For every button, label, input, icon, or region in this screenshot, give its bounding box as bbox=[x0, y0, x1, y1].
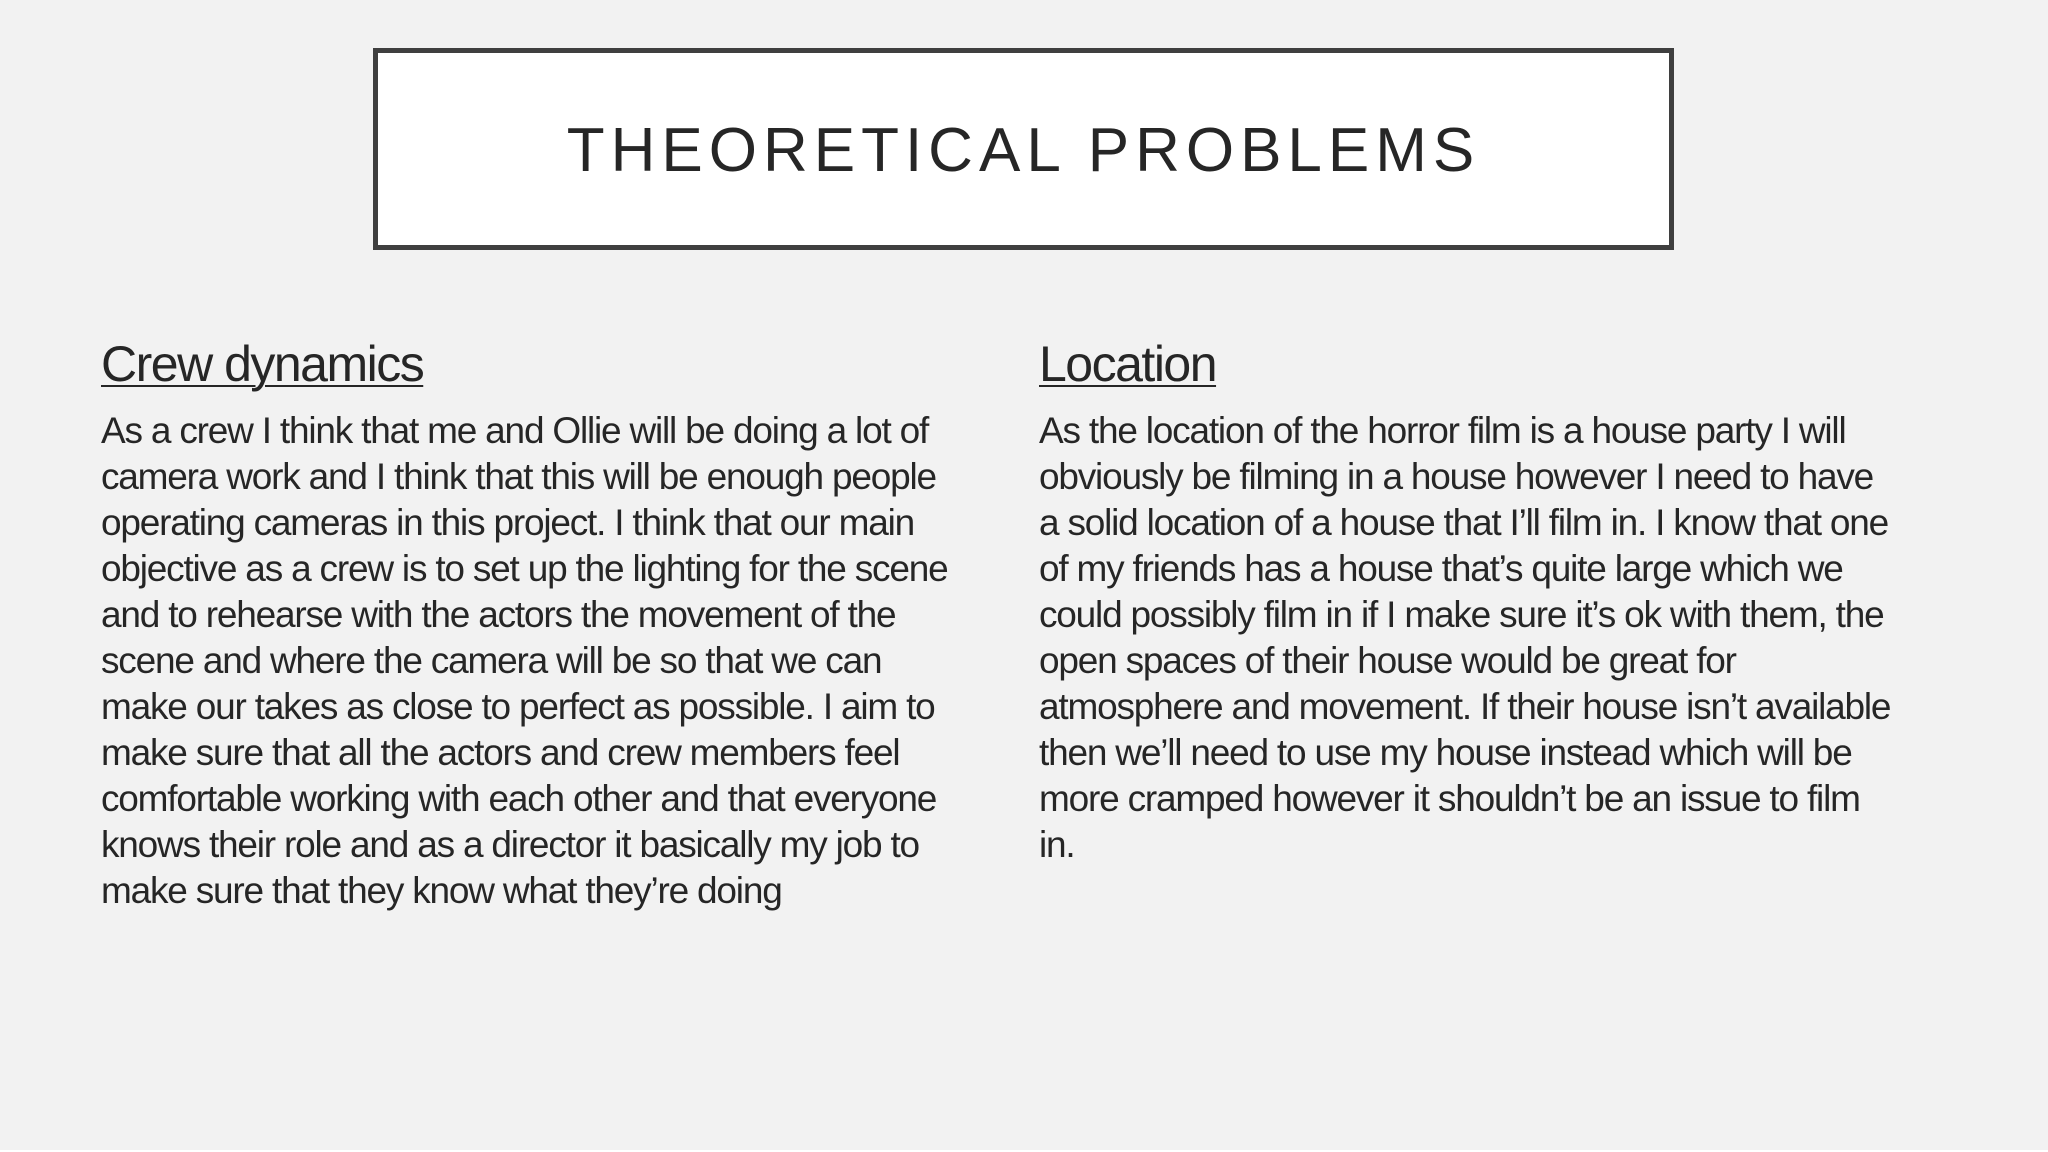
body-line: a solid location of a house that I’ll film in. I know that one bbox=[1039, 502, 1889, 543]
body-line: knows their role and as a director it basically my job to bbox=[101, 824, 919, 865]
body-line: make our takes as close to perfect as possible. I aim to bbox=[101, 686, 935, 727]
body-line: As a crew I think that me and Ollie will be doing a lot of bbox=[101, 410, 929, 451]
slide-title: THEORETICAL PROBLEMS bbox=[566, 115, 1481, 185]
body-line: scene and where the camera will be so that we can bbox=[101, 640, 882, 681]
body-line: then we’ll need to use my house instead which will be bbox=[1039, 732, 1852, 773]
column-heading: Crew dynamics bbox=[101, 336, 424, 392]
body-line: objective as a crew is to set up the lighting for the scene bbox=[101, 548, 948, 589]
body-line: more cramped however it shouldn’t be an issue to film bbox=[1039, 778, 1860, 819]
body-line: open spaces of their house would be great for bbox=[1039, 640, 1736, 681]
body-line: As the location of the horror film is a house party I will bbox=[1039, 410, 1846, 451]
body-line: could possibly film in if I make sure it’s ok with them, the bbox=[1039, 594, 1884, 635]
body-line: atmosphere and movement. If their house isn’t available bbox=[1039, 686, 1891, 727]
body-line: of my friends has a house that’s quite large which we bbox=[1039, 548, 1843, 589]
body-line: operating cameras in this project. I think that our main bbox=[101, 502, 915, 543]
column-heading: Location bbox=[1039, 336, 1217, 392]
body-line: make sure that all the actors and crew members feel bbox=[101, 732, 900, 773]
body-line: obviously be filming in a house however I need to have bbox=[1039, 456, 1874, 497]
body-line: in. bbox=[1039, 824, 1075, 865]
body-line: make sure that they know what they’re doing bbox=[101, 870, 782, 911]
column-body bbox=[101, 408, 951, 914]
body-line: camera work and I think that this will be enough people bbox=[101, 456, 936, 497]
body-line: and to rehearse with the actors the movement of the bbox=[101, 594, 896, 635]
body-line: comfortable working with each other and that everyone bbox=[101, 778, 937, 819]
column-crew-dynamics bbox=[101, 334, 951, 914]
column-location bbox=[1039, 334, 1889, 868]
title-box bbox=[373, 48, 1674, 250]
column-body bbox=[1039, 408, 1889, 868]
